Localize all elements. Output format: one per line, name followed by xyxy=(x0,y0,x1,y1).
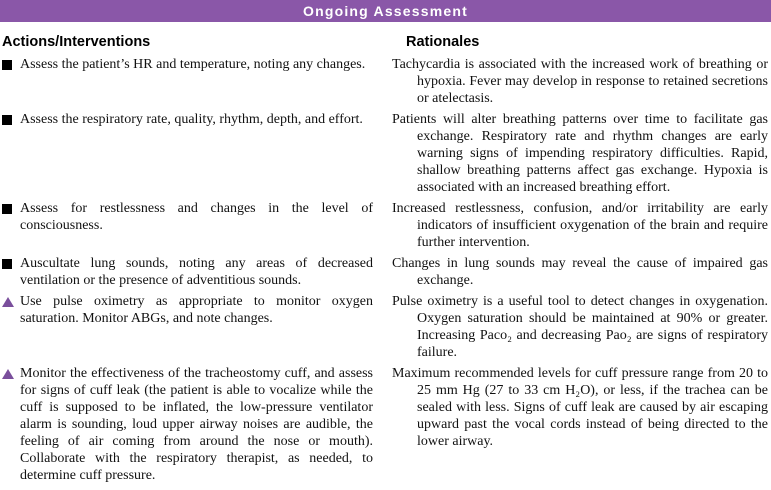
action-text: Assess the patient’s HR and temperature, noting any changes. xyxy=(20,57,366,72)
rationale-item: Patients will alter breathing patterns over time to facilitate gas exchange. Respiratory rate and rhythm changes are early warning signs of impending respiratory difficulties. Rapid, shallow breathing patterns affect gas exchange. Hypoxia is associated with an increased breathing effort. xyxy=(392,112,768,195)
action-text: Monitor the effectiveness of the tracheostomy cuff, and assess for signs of cuff leak (the patient is able to vocalize while the cuff is supposed to be inflated, the low-pressure ventilator alarm is sounding, loud upper airway noises are audible, the feeling of air coming from around the nose or mouth). Collaborate with the respiratory therapist, as needed, to determine cuff pressure. xyxy=(20,366,373,483)
action-item xyxy=(2,255,373,289)
rationale-item: Changes in lung sounds may reveal the cause of impaired gas exchange. xyxy=(392,256,768,288)
page-title: Ongoing Assessment xyxy=(303,3,468,19)
action-text: Auscultate lung sounds, noting any areas of decreased ventilation or the presence of adventitious sounds. xyxy=(20,256,373,288)
action-item xyxy=(2,56,373,73)
square-bullet-icon xyxy=(2,60,12,70)
rationale-item: Increased restlessness, confusion, and/or irritability are early indicators of insufficient oxygenation of the brain and require further intervention. xyxy=(392,201,768,250)
square-bullet-icon xyxy=(2,115,12,125)
action-text: Assess the respiratory rate, quality, rhythm, depth, and effort. xyxy=(20,112,363,127)
action-text: Assess for restlessness and changes in the level of consciousness. xyxy=(20,201,373,233)
rationales-column-header: Rationales xyxy=(406,34,480,50)
action-item xyxy=(2,365,373,484)
triangle-bullet-icon xyxy=(2,297,14,307)
triangle-bullet-icon xyxy=(2,369,14,379)
table-header-bar xyxy=(0,0,771,22)
rationale-item: Maximum recommended levels for cuff pressure range from 20 to 25 mm Hg (27 to 33 cm H₂O), or less, if the trachea can be sealed with less. Signs of cuff leak are caused by air escaping upward past the vocal cords instead of being directed to the lower airway. xyxy=(392,366,768,449)
action-item xyxy=(2,200,373,234)
square-bullet-icon xyxy=(2,204,12,214)
action-text: Use pulse oximetry as appropriate to monitor oxygen saturation. Monitor ABGs, and note changes. xyxy=(20,294,373,326)
action-item xyxy=(2,293,373,327)
rationale-item: Pulse oximetry is a useful tool to detect changes in oxygenation. Oxygen saturation should be maintained at 90% or greater. Increasing Paco₂ and decreasing Pao₂ are signs of respiratory failure. xyxy=(392,294,768,360)
action-item xyxy=(2,111,373,128)
actions-column-header: Actions/Interventions xyxy=(2,34,151,50)
rationale-item: Tachycardia is associated with the increased work of breathing or hypoxia. Fever may develop in response to retained secretions or atelectasis. xyxy=(392,57,768,106)
square-bullet-icon xyxy=(2,259,12,269)
assessment-table xyxy=(0,22,771,484)
